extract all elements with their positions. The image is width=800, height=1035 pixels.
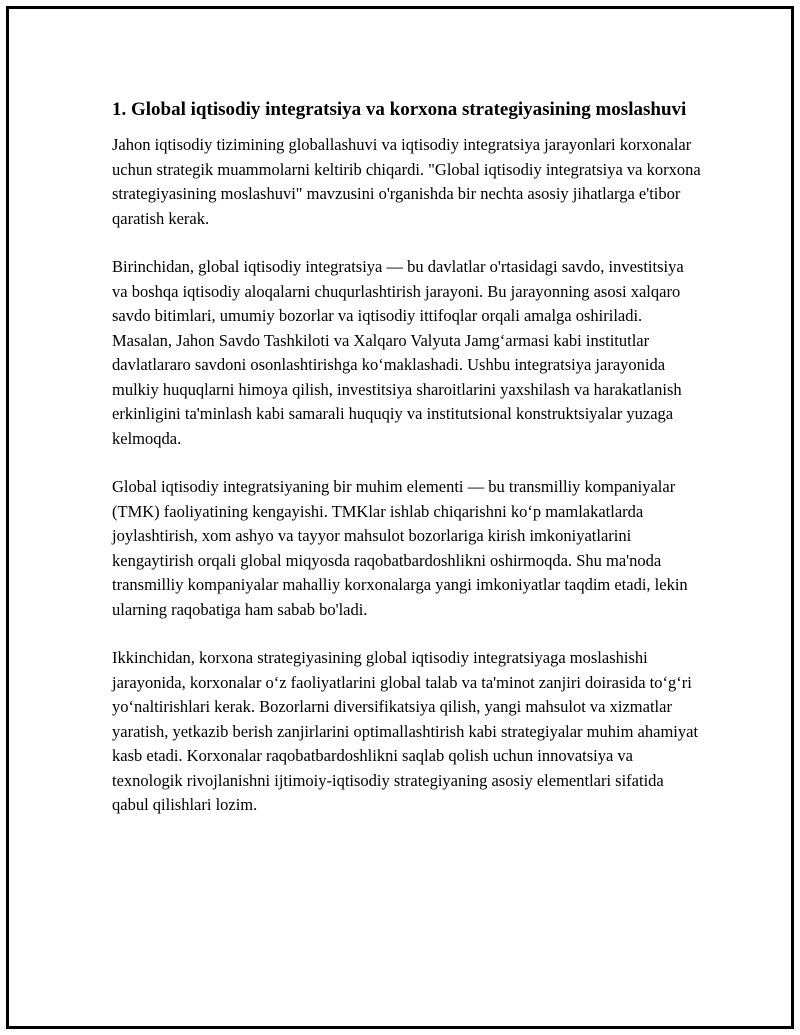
document-body [112, 96, 702, 842]
paragraph-intro: Jahon iqtisodiy tizimining globallashuvi va iqtisodiy integratsiya jarayonlari korxonalar uchun strategik muammolarni keltirib chiqardi. "Global iqtisodiy integratsiya va korxona strategiyasining moslashuvi" mavzusini o'rganishda bir nechta asosiy jihatlarga e'tibor qaratish kerak. [112, 135, 701, 228]
paragraph-tmk: Global iqtisodiy integratsiyaning bir muhim elementi — bu transmilliy kompaniyalar (TMK) faoliyatining kengayishi. TMKlar ishlab chiqarishni ko‘p mamlakatlarda joylashtirish, xom ashyo va tayyor mahsulot bozorlariga kirish imkoniyatlarini kengaytirish orqali global miqyosda raqobatbardoshlikni oshirmoqda. Shu ma'noda transmilliy kompaniyalar mahalliy korxonalarga yangi imkoniyatlar taqdim etadi, lekin ularning raqobatiga ham sabab bo'ladi. [112, 477, 688, 619]
paragraph-first-point: Birinchidan, global iqtisodiy integratsiya — bu davlatlar o'rtasidagi savdo, investitsiya va boshqa iqtisodiy aloqalarni chuqurlashtirish jarayoni. Bu jarayonning asosi xalqaro savdo bitimlari, umumiy bozorlar va iqtisodiy ittifoqlar orqali amalga oshiriladi. Masalan, Jahon Savdo Tashkiloti va Xalqaro Valyuta Jamg‘armasi kabi institutlar davlatlararo savdoni osonlashtirishga ko‘maklashadi. Ushbu integratsiya jarayonida mulkiy huquqlarni himoya qilish, investitsiya sharoitlarini yaxshilash va harakatlanish erkinligini ta'minlash kabi samarali huquqiy va institutsional konstruktsiyalar yuzaga kelmoqda. [112, 257, 684, 448]
paragraph-second-point: Ikkinchidan, korxona strategiyasining global iqtisodiy integratsiyaga moslashishi jarayonida, korxonalar o‘z faoliyatlarini global talab va ta'minot zanjiri doirasida to‘g‘ri yo‘naltirishlari kerak. Bozorlarni diversifikatsiya qilish, yangi mahsulot va xizmatlar yaratish, yetkazib berish zanjirlarini optimallashtirish kabi strategiyalar muhim ahamiyat kasb etadi. Korxonalar raqobatbardoshlikni saqlab qolish uchun innovatsiya va texnologik rivojlanishni ijtimoiy-iqtisodiy strategiyaning asosiy elementlari sifatida qabul qilishlari lozim. [112, 648, 699, 814]
section-title: 1. Global iqtisodiy integratsiya va korxona strategiyasining moslashuvi [112, 99, 687, 120]
